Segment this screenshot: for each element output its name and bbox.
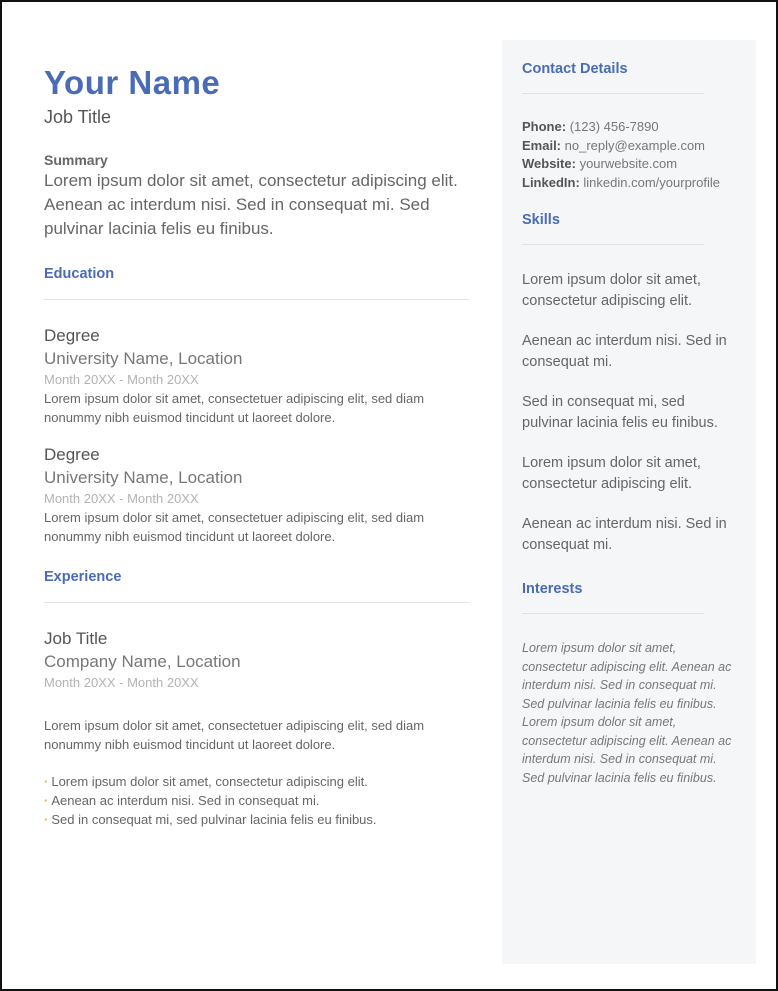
interests-heading: Interests — [522, 581, 583, 597]
header-job-title: Job Title — [44, 107, 112, 127]
experience-description: Lorem ipsum dolor sit amet, consectetuer adipiscing elit, sed diam nonummy nibh euismod tincidunt ut laoreet dolore. — [44, 718, 425, 752]
phone-label: Phone: — [522, 119, 567, 134]
skills-divider — [522, 244, 704, 245]
main-column — [44, 64, 469, 829]
interests-text: Lorem ipsum dolor sit amet, consectetur adipiscing elit. Aenean ac interdum nisi. Sed in consequat mi. Sed pulvinar lacinia felis eu finibus. Lorem ipsum dolor sit amet, consectetur adipiscing elit. Aenean ac interdum nisi. Sed in consequat mi. Sed pulvinar lacinia felis eu finibus. — [522, 641, 732, 785]
email-label: Email: — [522, 137, 562, 153]
education-dates: Month 20XX - Month 20XX — [44, 491, 199, 506]
person-name: Your Name — [44, 64, 221, 101]
interests-divider — [522, 613, 704, 614]
experience-heading: Experience — [44, 569, 122, 585]
bullet-item — [44, 810, 469, 829]
education-entry — [44, 325, 469, 427]
bullet-item — [44, 772, 469, 791]
skills-heading: Skills — [522, 212, 560, 228]
degree-title: Degree — [44, 445, 100, 464]
skills-list — [522, 270, 732, 555]
website-label: Website: — [522, 156, 576, 171]
bullet-text: Sed in consequat mi, sed pulvinar lacinia felis eu finibus. — [51, 812, 377, 827]
phone-value: (123) 456-7890 — [569, 119, 659, 134]
email-line — [522, 137, 732, 156]
experience-divider — [44, 602, 469, 603]
skill-item: Aenean ac interdum nisi. Sed in consequat mi. — [522, 516, 727, 553]
university-name: University Name, Location — [44, 468, 243, 487]
education-divider — [44, 299, 469, 300]
experience-dates: Month 20XX - Month 20XX — [44, 675, 199, 690]
job-title: Job Title — [44, 629, 108, 648]
website-value: yourwebsite.com — [579, 156, 678, 171]
linkedin-label: LinkedIn: — [522, 174, 580, 190]
linkedin-value: linkedin.com/yourprofile — [583, 174, 720, 190]
experience-bullets — [44, 772, 469, 829]
website-line — [522, 155, 732, 174]
bullet-dot-icon: · — [44, 774, 49, 789]
contact-details — [522, 118, 732, 192]
contact-divider — [522, 93, 704, 94]
skill-item: Lorem ipsum dolor sit amet, consectetur adipiscing elit. — [522, 455, 701, 492]
sidebar-content — [522, 40, 732, 787]
education-heading: Education — [44, 266, 115, 282]
degree-title: Degree — [44, 326, 100, 345]
summary-label: Summary — [44, 152, 108, 168]
bullet-dot-icon: · — [44, 793, 49, 808]
bullet-text: Lorem ipsum dolor sit amet, consectetur adipiscing elit. — [51, 774, 368, 789]
education-dates: Month 20XX - Month 20XX — [44, 372, 199, 387]
skill-item: Sed in consequat mi, sed pulvinar lacinia felis eu finibus. — [522, 394, 718, 431]
experience-entry — [44, 628, 469, 829]
skill-item: Aenean ac interdum nisi. Sed in consequat mi. — [522, 333, 727, 370]
bullet-dot-icon: · — [44, 812, 49, 827]
phone-line — [522, 118, 732, 137]
skill-item: Lorem ipsum dolor sit amet, consectetur adipiscing elit. — [522, 272, 701, 309]
education-description: Lorem ipsum dolor sit amet, consectetuer adipiscing elit, sed diam nonummy nibh euismod tincidunt ut laoreet dolore. — [44, 510, 425, 544]
bullet-text: Aenean ac interdum nisi. Sed in consequat mi. — [51, 793, 320, 808]
university-name: University Name, Location — [44, 349, 243, 368]
company-name: Company Name, Location — [44, 652, 241, 671]
linkedin-line — [522, 174, 732, 193]
bullet-item — [44, 791, 469, 810]
summary-text: Lorem ipsum dolor sit amet, consectetur adipiscing elit. Aenean ac interdum nisi. Sed in consequat mi. Sed pulvinar lacinia felis eu finibus. — [44, 171, 458, 238]
education-entry — [44, 444, 469, 546]
education-description: Lorem ipsum dolor sit amet, consectetuer adipiscing elit, sed diam nonummy nibh euismod tincidunt ut laoreet dolore. — [44, 391, 425, 425]
contact-heading: Contact Details — [522, 61, 628, 77]
sidebar — [502, 40, 756, 964]
email-value: no_reply@example.com — [564, 137, 706, 153]
